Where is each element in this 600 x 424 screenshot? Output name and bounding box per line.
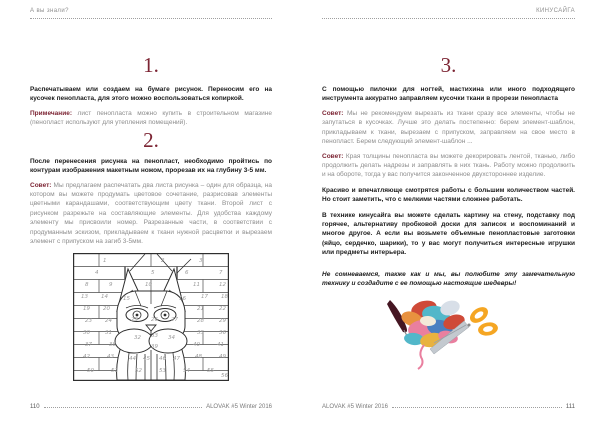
svg-text:36: 36 bbox=[219, 330, 226, 337]
step-3-tip-2 bbox=[322, 152, 575, 180]
svg-text:35: 35 bbox=[197, 330, 204, 337]
fabric-and-scissors-photo bbox=[384, 295, 504, 373]
svg-text:28: 28 bbox=[197, 318, 204, 325]
svg-text:8: 8 bbox=[85, 282, 89, 289]
svg-text:32: 32 bbox=[134, 335, 141, 342]
footer-left bbox=[30, 404, 272, 410]
svg-text:30: 30 bbox=[83, 330, 90, 337]
svg-text:24: 24 bbox=[105, 318, 112, 325]
emphasis-paragraph-2: В технике кинусайга вы можете сделать картину на стену, подставку под горячее, альтернативу пробковой доски для записок и воспоминаний и многое другое. А если вы возьмете объемные пенопластовые заготовки (яйцо, сердечко, шарики), то у вас могут получиться интересные игрушки или предметы интерьера. bbox=[322, 211, 575, 257]
svg-text:2: 2 bbox=[161, 258, 165, 265]
svg-text:38: 38 bbox=[109, 342, 116, 349]
step-number-2: 2. bbox=[143, 127, 159, 152]
note-label: Примечание: bbox=[30, 109, 72, 117]
svg-text:12: 12 bbox=[219, 282, 226, 289]
svg-text:49: 49 bbox=[219, 354, 226, 361]
issue-label-left: ALOVAK #5 Winter 2016 bbox=[206, 404, 272, 410]
footer-leader bbox=[392, 407, 562, 408]
left-page bbox=[30, 8, 272, 386]
tip-text: Мы предлагаем распечатать два листа рисунка – один для образца, на котором вы можете продумать цветовое сочетание, разрисовав элементы цветными карандашами, соответствующим цвету ткани. Второй лист с рисунком разрежьте на составляющие элементы. Для удобства каждому элементу мы присвоили номер. Разрезанные части, в соответствии с продуманным эскизом, прикладываем к ткани нужной расцветки и вырезаем элемент с припуском на загиб 3-5мм. bbox=[30, 181, 272, 246]
svg-text:7: 7 bbox=[219, 270, 223, 277]
emphasis-paragraph-1: Красиво и впечатляюще смотрятся работы с большим количеством частей. Но стоит заметить, что с мелкими частями сложнее работать. bbox=[322, 186, 575, 204]
svg-text:50: 50 bbox=[87, 368, 94, 375]
svg-text:53: 53 bbox=[159, 368, 166, 375]
craft-photo bbox=[384, 295, 575, 378]
svg-text:29: 29 bbox=[219, 318, 226, 325]
step-2-tip bbox=[30, 181, 272, 247]
svg-text:13: 13 bbox=[81, 294, 88, 301]
svg-text:17: 17 bbox=[201, 294, 208, 301]
coloring-image bbox=[30, 253, 272, 386]
svg-text:16: 16 bbox=[179, 296, 186, 303]
svg-text:40: 40 bbox=[193, 342, 200, 349]
svg-text:51: 51 bbox=[111, 368, 118, 375]
svg-text:22: 22 bbox=[219, 306, 226, 313]
svg-text:19: 19 bbox=[83, 306, 90, 313]
right-page bbox=[322, 8, 575, 378]
svg-text:20: 20 bbox=[103, 306, 110, 313]
running-head-right: КИНУСАЙГА bbox=[322, 8, 575, 19]
tip-text: Мы не рекомендуем вырезать из ткани сразу все элементы, чтобы не запутаться в кусочках. Лучше это делать постепенно: берем элемент-шаблон, прикладываем к ткани, вырезаем с припуском, заправляем на свое место в пенопласт. Берем следующий элемент-шаблон ... bbox=[322, 109, 575, 146]
footer-right bbox=[322, 404, 575, 410]
svg-text:45: 45 bbox=[143, 356, 150, 363]
tip-text: Края толщины пенопласта вы можете декорировать лентой, тканью, либо продолжить делать надрезы и заправлять в них ткань. Работу можно продолжить и на обороте, тогда у вас получится законченное двухстороннее изделие. bbox=[322, 152, 575, 179]
svg-text:18: 18 bbox=[221, 294, 228, 301]
svg-text:27: 27 bbox=[171, 317, 178, 324]
svg-text:3: 3 bbox=[199, 258, 203, 265]
fabric-scraps bbox=[399, 298, 466, 349]
svg-text:31: 31 bbox=[105, 330, 112, 337]
svg-text:6: 6 bbox=[185, 270, 189, 277]
tip-label: Совет: bbox=[30, 181, 52, 189]
svg-text:26: 26 bbox=[151, 317, 158, 324]
svg-text:44: 44 bbox=[129, 356, 136, 363]
svg-text:33: 33 bbox=[151, 333, 158, 340]
svg-text:4: 4 bbox=[95, 270, 99, 277]
page-number-right: 111 bbox=[565, 404, 575, 410]
svg-text:42: 42 bbox=[83, 354, 90, 361]
svg-text:48: 48 bbox=[195, 354, 202, 361]
svg-text:37: 37 bbox=[85, 342, 92, 349]
svg-text:25: 25 bbox=[131, 317, 138, 324]
svg-text:47: 47 bbox=[173, 356, 180, 363]
svg-text:14: 14 bbox=[101, 294, 108, 301]
page-number-left: 110 bbox=[30, 404, 40, 410]
svg-text:46: 46 bbox=[159, 356, 166, 363]
svg-text:52: 52 bbox=[135, 368, 142, 375]
footer-leader bbox=[44, 407, 202, 408]
tip-label: Совет: bbox=[322, 109, 344, 117]
step-number-1: 1. bbox=[143, 53, 159, 77]
step-3-lead: С помощью пилочки для ногтей, мастихина или иного подходящего инструмента аккуратно заправляем кусочки ткани в прорези пенопласта bbox=[322, 86, 575, 103]
svg-text:39: 39 bbox=[151, 344, 158, 351]
note-text: лист пенопласта можно купить в строительном магазине (пенопласт используют для утепления помещений). bbox=[30, 109, 272, 127]
cat-paint-by-number-drawing bbox=[73, 253, 229, 381]
tip-label: Совет: bbox=[322, 152, 344, 160]
closing-paragraph: Не сомневаемся, также как и мы, вы полюбите эту замечательную технику и создадите с ее помощью настоящие шедевры! bbox=[322, 270, 575, 288]
svg-text:34: 34 bbox=[168, 335, 175, 342]
step-1-lead: Распечатываем или создаем на бумаге рисунок. Переносим его на кусочек пенопласта, для этого можно воспользоваться копиркой. bbox=[30, 86, 272, 103]
step-2-lead: После перенесения рисунка на пенопласт, необходимо пройтись по контурам изображения макетным ножом, прорезав их на глубину 3-5 мм. bbox=[30, 157, 272, 175]
svg-text:9: 9 bbox=[109, 282, 113, 289]
svg-text:55: 55 bbox=[207, 368, 214, 375]
running-head-left: А вы знали? bbox=[30, 8, 272, 19]
svg-text:21: 21 bbox=[197, 306, 204, 313]
step-1-note bbox=[30, 109, 272, 128]
svg-text:41: 41 bbox=[217, 342, 224, 349]
svg-text:54: 54 bbox=[183, 368, 190, 375]
svg-text:23: 23 bbox=[85, 318, 92, 325]
step-number-3: 3. bbox=[440, 53, 457, 77]
svg-text:1: 1 bbox=[103, 258, 107, 265]
svg-text:10: 10 bbox=[145, 282, 152, 289]
issue-label-right: ALOVAK #5 Winter 2016 bbox=[322, 404, 388, 410]
svg-text:15: 15 bbox=[123, 296, 130, 303]
step-3-tip-1 bbox=[322, 109, 575, 147]
svg-text:11: 11 bbox=[193, 282, 200, 289]
svg-text:43: 43 bbox=[107, 354, 114, 361]
svg-text:5: 5 bbox=[151, 270, 155, 277]
svg-text:56: 56 bbox=[221, 373, 228, 380]
